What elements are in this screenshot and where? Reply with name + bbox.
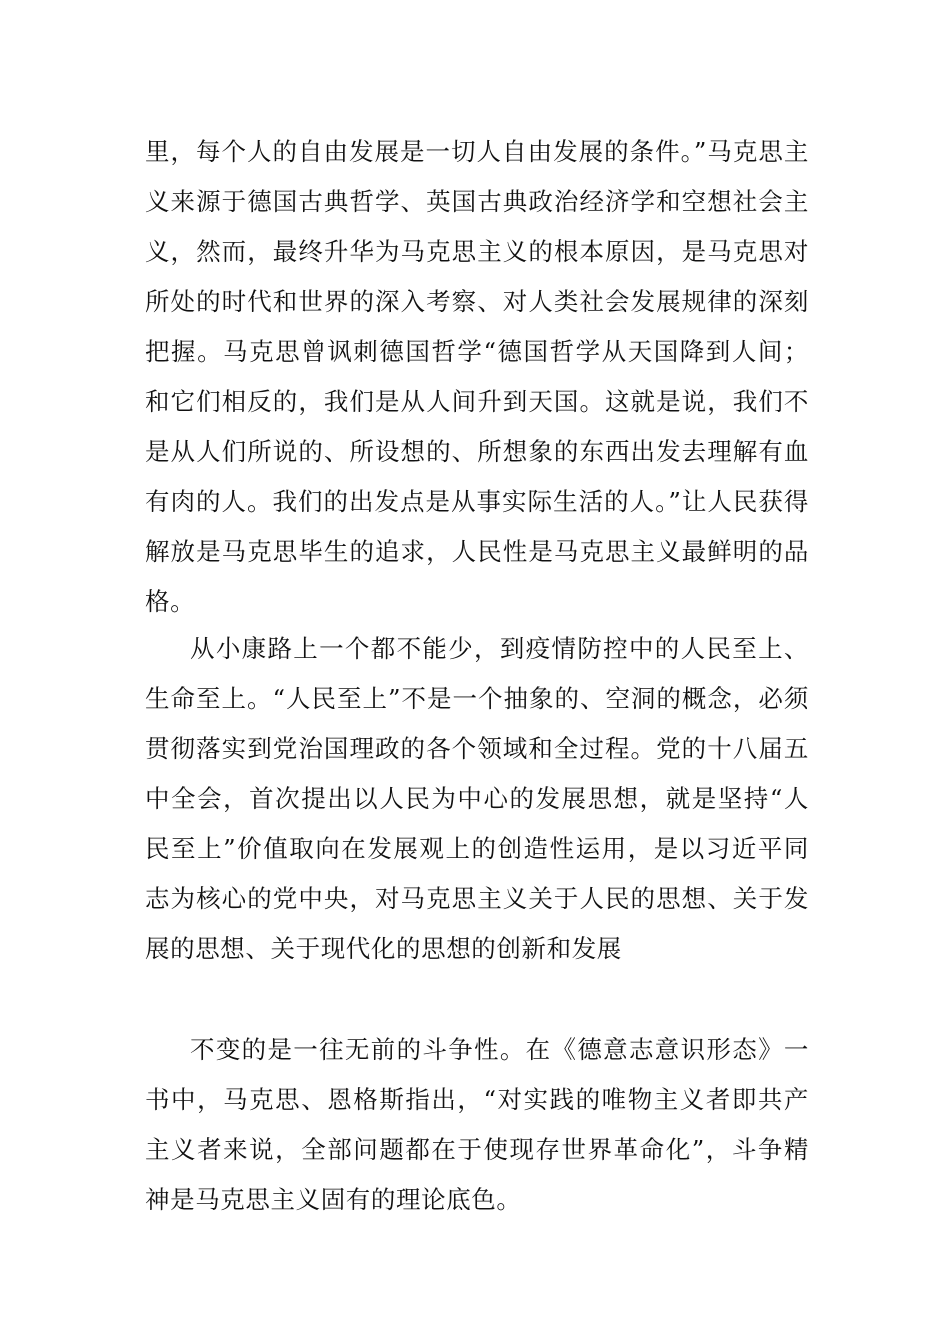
- paragraph-1: 里，每个人的自由发展是一切人自由发展的条件。”马克思主义来源于德国古典哲学、英国古典政治经济学和空想社会主义，然而，最终升华为马克思主义的根本原因，是马克思对所处的时代和世界的深入考察、对人类社会发展规律的深刻把握。马克思曾讽刺德国哲学“德国哲学从天国降到人间；和它们相反的，我们是从人间升到天国。这就是说，我们不是从人们所说的、所设想的、所想象的东西出发去理解有血有肉的人。我们的出发点是从事实际生活的人。”让人民获得解放是马克思毕生的追求，人民性是马克思主义最鲜明的品格。: [145, 137, 809, 616]
- paragraph-3: 不变的是一往无前的斗争性。在《德意志意识形态》一书中，马克思、恩格斯指出，“对实践的唯物主义者即共产主义者来说，全部问题都在于使现存世界革命化”，斗争精神是马克思主义固有的理论底色。: [145, 1035, 809, 1214]
- paragraph-2: 从小康路上一个都不能少，到疫情防控中的人民至上、生命至上。“人民至上”不是一个抽象的、空洞的概念，必须贯彻落实到党治国理政的各个领域和全过程。党的十八届五中全会，首次提出以人民为中心的发展思想，就是坚持“人民至上”价值取向在发展观上的创造性运用，是以习近平同志为核心的党中央，对马克思主义关于人民的思想、关于发展的思想、关于现代化的思想的创新和发展: [145, 634, 809, 963]
